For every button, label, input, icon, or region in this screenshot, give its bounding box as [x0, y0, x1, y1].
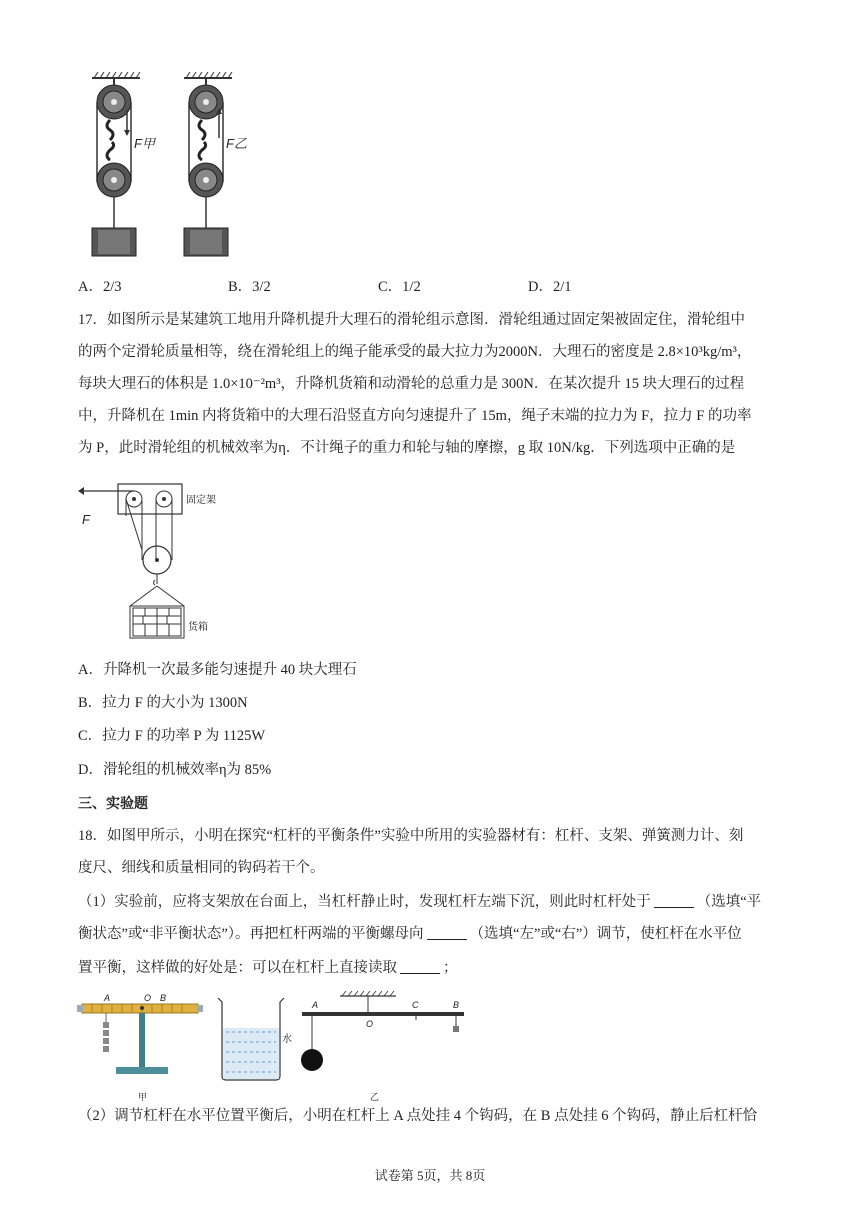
- answer-blank-1[interactable]: [654, 893, 694, 908]
- force-label-f: F: [82, 512, 90, 527]
- q16-option-a: A．2/3: [78, 279, 122, 295]
- svg-text:水: 水: [282, 1034, 292, 1045]
- q17-line-5: 为 P，此时滑轮组的机械效率为η．不计绳子的重力和轮与轴的摩擦，g 取 10N/kg．下列选项中正确的是: [78, 440, 736, 456]
- q17-line-2: 的两个定滑轮质量相等，绕在滑轮组上的绳子能承受的最大拉力为2000N．大理石的密度是 2.8×10³kg/m³，: [78, 344, 752, 360]
- force-label-left: F甲: [134, 136, 155, 151]
- pulley-system-left: [92, 72, 157, 256]
- q17-option-b: B．拉力 F 的大小为 1300N: [78, 695, 248, 711]
- q16-option-b: B．3/2: [228, 279, 271, 295]
- q18-p2: （2）调节杠杆在水平位置平衡后，小明在杠杆上 A 点处挂 4 个钩码，在 B 点处挂 6 个钩码，静止后杠杆恰: [78, 1108, 758, 1124]
- q17-option-a: A．升降机一次最多能匀速提升 40 块大理石: [78, 662, 357, 678]
- svg-text:C: C: [412, 1000, 419, 1010]
- svg-text:A: A: [312, 1000, 319, 1010]
- q16-option-c: C．1/2: [378, 279, 421, 295]
- pulley-figure: [80, 72, 260, 262]
- q18-p1-line-2: 衡状态”或“非平衡状态”）。再把杠杆两端的平衡螺母向 （选填“左”或“右”）调节，使杠杆在水平位: [78, 926, 742, 942]
- force-label-right: F乙: [226, 136, 247, 151]
- svg-text:乙: 乙: [370, 1092, 380, 1102]
- q17-option-d: D．滑轮组的机械效率η为 85%: [78, 762, 272, 778]
- svg-text:甲: 甲: [138, 1092, 148, 1102]
- page-footer: 试卷第 5页，共 8页: [374, 1168, 486, 1183]
- section-title: 三、实验题: [78, 796, 148, 812]
- lever-yi: [301, 991, 464, 1102]
- q18-p1-line-1: （1）实验前，应将支架放在台面上，当杠杆静止时，发现杠杆左端下沉，则此时杠杆处于 （选填“平: [78, 894, 762, 910]
- water-beaker: [218, 998, 292, 1080]
- answer-blank-3[interactable]: [400, 959, 440, 974]
- q17-option-c: C．拉力 F 的功率 P 为 1125W: [78, 728, 266, 744]
- q18-p1-line-3: 置平衡，这样做的好处是：可以在杠杆上直接读取 ；: [78, 960, 458, 976]
- svg-text:O: O: [144, 993, 152, 1003]
- q18-intro-1: 18．如图甲所示，小明在探究“杠杆的平衡条件”实验中所用的实验器材有：杠杆、支架、弹簧测力计、刻: [78, 828, 744, 844]
- answer-blank-2[interactable]: [427, 925, 467, 940]
- q18-intro-2: 度尺、细线和质量相同的钩码若干个。: [78, 860, 325, 876]
- box-label: 货箱: [188, 622, 208, 633]
- q16-option-d: D．2/1: [528, 279, 572, 295]
- lever-jia: [77, 993, 203, 1102]
- frame-label: 固定架: [186, 495, 216, 506]
- pulley-system-right: [184, 72, 247, 256]
- q17-line-4: 中，升降机在 1min 内将货箱中的大理石沿竖直方向匀速提升了 15m，绳子末端的拉力为 F，拉力 F 的功率: [78, 408, 752, 424]
- svg-text:O: O: [366, 1019, 374, 1029]
- svg-text:A: A: [104, 993, 111, 1003]
- svg-text:B: B: [453, 1000, 460, 1010]
- q17-line-1: 17．如图所示是某建筑工地用升降机提升大理石的滑轮组示意图．滑轮组通过固定架被固定住，滑轮组中: [78, 312, 745, 328]
- lever-figure: [76, 990, 476, 1105]
- hoist-figure: [78, 480, 238, 642]
- svg-text:B: B: [160, 993, 167, 1003]
- q17-line-3: 每块大理石的体积是 1.0×10⁻²m³，升降机货箱和动滑轮的总重力是 300N．在某次提升 15 块大理石的过程: [78, 376, 745, 392]
